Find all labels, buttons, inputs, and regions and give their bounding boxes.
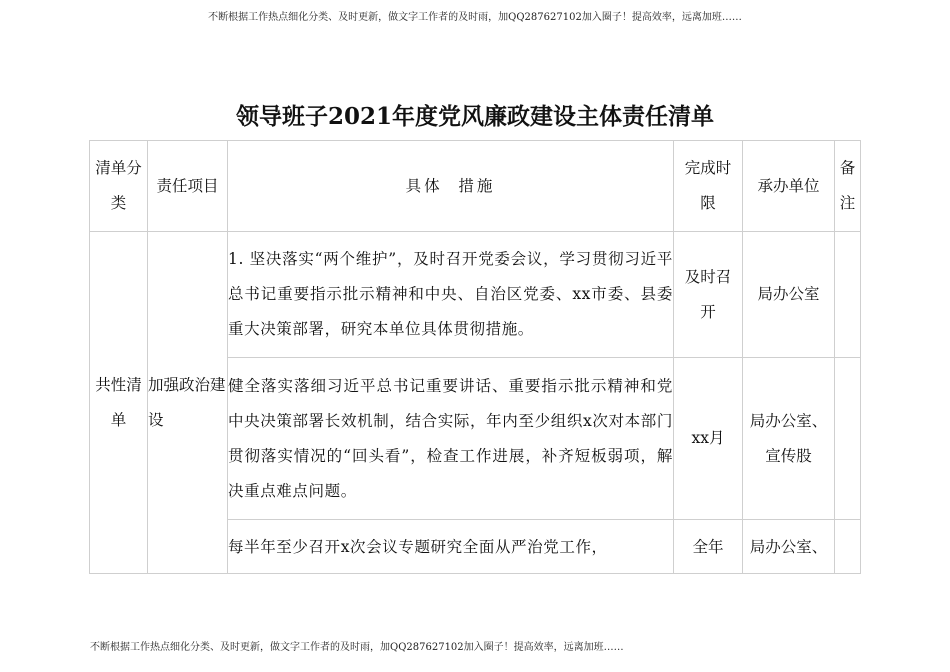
cell-category: 共性清单 — [90, 232, 148, 574]
document-title: 领导班子2021年度党风廉政建设主体责任清单 — [235, 103, 714, 130]
table-row — [90, 232, 861, 358]
page-header-note: 不断根据工作热点细化分类、及时更新，做文字工作者的及时雨，加QQ287627102加入圈子！提高效率，远离加班…… — [208, 12, 742, 23]
header-remark: 备注 — [835, 141, 861, 232]
cell-unit: 局办公室、宣传股 — [743, 358, 835, 520]
cell-unit: 局办公室 — [743, 232, 835, 358]
cell-item: 加强政治建设 — [148, 232, 228, 574]
cell-deadline: 及时召开 — [674, 232, 743, 358]
cell-deadline: 全年 — [674, 520, 743, 574]
cell-deadline: xx月 — [674, 358, 743, 520]
header-deadline: 完成时限 — [674, 141, 743, 232]
table-header-row — [90, 141, 861, 232]
cell-measure: 健全落实落细习近平总书记重要讲话、重要指示批示精神和党中央决策部署长效机制，结合实际，年内至少组织x次对本部门贯彻落实情况的“回头看”，检查工作进展，补齐短板弱项，解决重点难点问题。 — [228, 358, 674, 520]
header-measures: 具体 措施 — [228, 141, 674, 232]
page-footer-note: 不断根据工作热点细化分类、及时更新，做文字工作者的及时雨，加QQ287627102加入圈子！提高效率，远离加班…… — [90, 642, 624, 653]
header-category: 清单分类 — [90, 141, 148, 232]
cell-remark — [835, 232, 861, 358]
responsibility-table — [89, 140, 861, 574]
cell-measure: 1. 坚决落实“两个维护”，及时召开党委会议，学习贯彻习近平总书记重要指示批示精神和中央、自治区党委、xx市委、县委重大决策部署，研究本单位具体贯彻措施。 — [228, 232, 674, 358]
header-item: 责任项目 — [148, 141, 228, 232]
header-unit: 承办单位 — [743, 141, 835, 232]
cell-remark — [835, 520, 861, 574]
cell-unit: 局办公室、 — [743, 520, 835, 574]
cell-measure: 每半年至少召开x次会议专题研究全面从严治党工作， — [228, 520, 674, 574]
cell-remark — [835, 358, 861, 520]
